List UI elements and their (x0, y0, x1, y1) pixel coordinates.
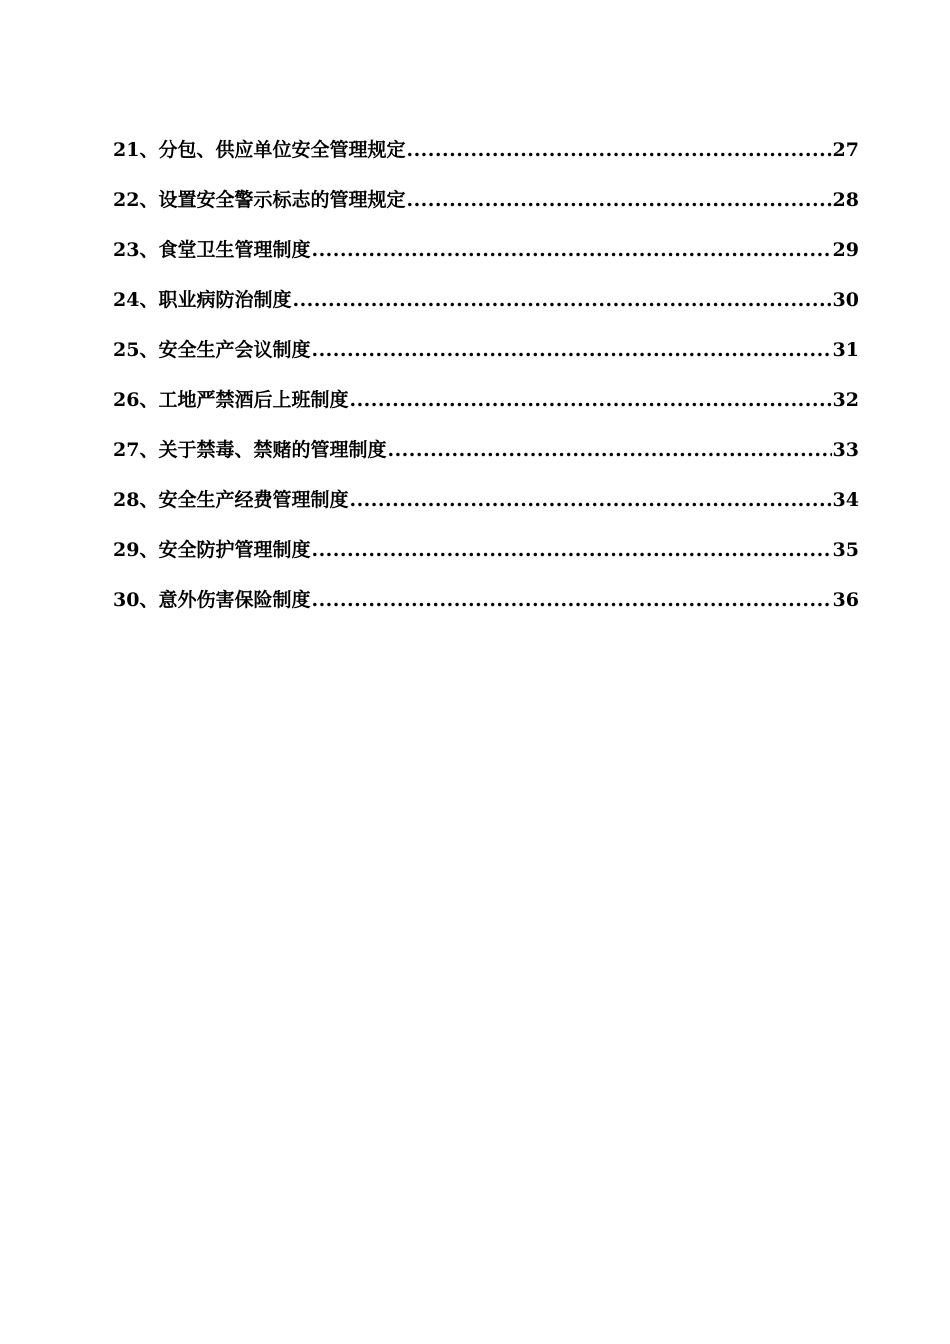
toc-page-number: 29 (832, 239, 859, 261)
toc-entry-25[interactable] (113, 335, 859, 385)
toc-entry-27[interactable] (113, 435, 859, 485)
toc-entry-21[interactable] (113, 135, 859, 185)
toc-dot-leader (311, 235, 831, 265)
toc-page-number: 28 (832, 189, 859, 211)
toc-dot-leader (349, 385, 831, 415)
toc-entry-28[interactable] (113, 485, 859, 535)
toc-entry-title: 23、食堂卫生管理制度 (113, 239, 311, 261)
toc-entry-title: 26、工地严禁酒后上班制度 (113, 389, 349, 411)
toc-entry-title: 25、安全生产会议制度 (113, 339, 311, 361)
toc-dot-leader (311, 335, 831, 365)
toc-entry-title: 21、分包、供应单位安全管理规定 (113, 139, 406, 161)
toc-entry-29[interactable] (113, 535, 859, 585)
toc-entry-title: 27、关于禁毒、禁赌的管理制度 (113, 439, 387, 461)
toc-entry-26[interactable] (113, 385, 859, 435)
toc-page-number: 34 (832, 489, 859, 511)
toc-page-number: 30 (832, 289, 859, 311)
toc-entry-title: 30、意外伤害保险制度 (113, 589, 311, 611)
toc-dot-leader (311, 535, 831, 565)
toc-dot-leader (311, 585, 831, 615)
toc-entry-title: 29、安全防护管理制度 (113, 539, 311, 561)
toc-entry-title: 24、职业病防治制度 (113, 289, 292, 311)
toc-dot-leader (349, 485, 831, 515)
toc-entry-title: 28、安全生产经费管理制度 (113, 489, 349, 511)
toc-page-number: 33 (832, 439, 859, 461)
toc-entry-30[interactable] (113, 585, 859, 635)
toc-entry-24[interactable] (113, 285, 859, 335)
toc-dot-leader (406, 185, 831, 215)
toc-page-number: 36 (832, 589, 859, 611)
table-of-contents (113, 135, 859, 635)
toc-page-number: 31 (832, 339, 859, 361)
toc-entry-title: 22、设置安全警示标志的管理规定 (113, 189, 406, 211)
toc-page-number: 27 (832, 139, 859, 161)
toc-page-number: 32 (832, 389, 859, 411)
toc-entry-22[interactable] (113, 185, 859, 235)
toc-dot-leader (387, 435, 831, 465)
toc-page-number: 35 (832, 539, 859, 561)
toc-entry-23[interactable] (113, 235, 859, 285)
toc-dot-leader (406, 135, 831, 165)
toc-dot-leader (292, 285, 831, 315)
